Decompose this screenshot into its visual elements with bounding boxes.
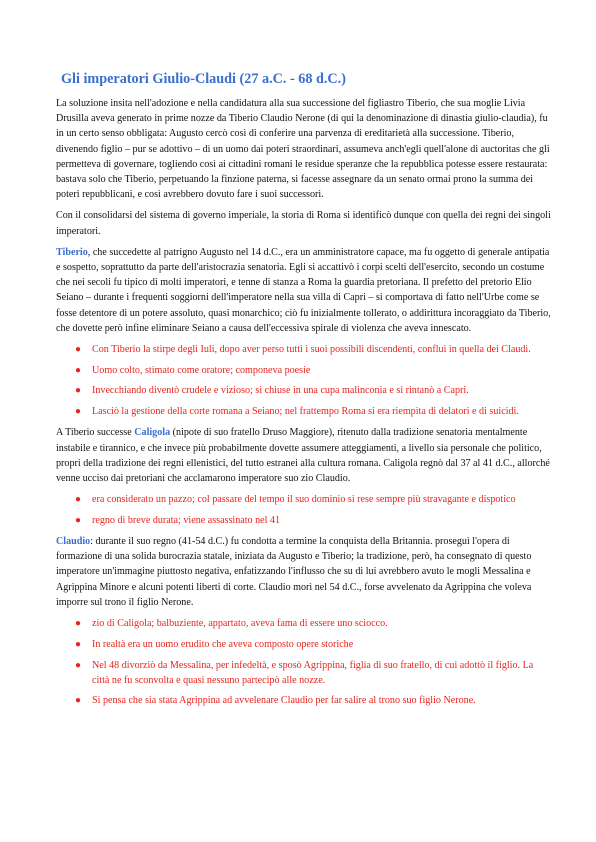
- list-item: ● Si pensa che sia stata Agrippina ad avvelenare Claudio per far salire al trono suo figlio Nerone.: [75, 693, 553, 708]
- tiberio-name: Tiberio: [56, 246, 88, 258]
- caligola-paragraph: [56, 425, 553, 486]
- list-item: ● era considerato un pazzo; col passare del tempo il suo dominio si rese sempre più stravagante e dispotico: [75, 492, 553, 507]
- bullet-dot-icon: ●: [75, 638, 82, 650]
- bullet-dot-icon: ●: [75, 406, 82, 418]
- claudio-text: : durante il suo regno (41-54 d.C.) fu condotta a termine la conquista della Britannia. proseguì l'opera di formazione di una solida burocrazia statale, iniziata da Augusto e Tiberio; la tradizione, però, ha consegnato di questo imperatore un'immagine piuttosto negativa, enfatizzando l'influsso che su di lui avrebbero avuto le mogli Messalina e Agrippina Minore e alcuni potenti liberti di corte. Claudio morì nel 54 d.C., forse avvelenato da Agrippina che voleva imporre sul trono il figlio Nerone.: [56, 536, 532, 608]
- bullet-dot-icon: ●: [75, 385, 82, 397]
- intro-paragraph-2: Con il consolidarsi del sistema di governo imperiale, la storia di Roma si identificò dunque con quella dei regni dei singoli imperatori.: [56, 210, 551, 237]
- tiberio-paragraph: [56, 245, 553, 336]
- list-item: ● In realtà era un uomo erudito che aveva composto opere storiche: [75, 637, 553, 652]
- bullet-dot-icon: ●: [75, 364, 82, 376]
- list-item: ● regno di breve durata; viene assassinato nel 41: [75, 513, 553, 528]
- caligola-text: (nipote di suo fratello Druso Maggiore), ritenuto dalla tradizione senatoria mentalmente instabile e tirannico, e che invece più probabilmente dovette assumere atteggiamenti, a livello sia personale che politico, propri della tradizione dei regni ellenistici, del tutto estranei alla cultura romana. Caligola regnò dal 37 al 41 d.C., allorché venne ucciso dai pretoriani che acclamarono imperatore suo zio Claudio.: [56, 427, 550, 484]
- claudio-bullet-list: [56, 616, 553, 709]
- bullet-dot-icon: ●: [75, 494, 82, 506]
- claudio-paragraph: [56, 534, 553, 610]
- caligola-name: Caligola: [134, 427, 171, 439]
- tiberio-bullet-list: [56, 342, 553, 419]
- tiberio-text: , che succedette al patrigno Augusto nel 14 d.C., era un amministratore capace, ma fu oggetto di generale antipatia e sospetto, soprattutto da parte dell'aristocrazia senatoria. Egli si accattivò i corpi scelti dell'esercito, secondo un costume che nei secoli fu tipico di molti imperatori, e tenne di stanza a Roma la guardia pretoriana. Il prefetto del pretorio Elio Seiano – durante i frequenti soggiorni dell'imperatore nella sua villa di Capri – si comportava di fatto nell'Urbe come se fosse detentore di un potere assoluto, quasi monarchico; ciò fu inizialmente tollerato, o addirittura incoraggiato da Tiberio, che dovette però infine eliminare Seiano a causa dell'eccessiva spirale di violenza che aveva innescato.: [56, 246, 551, 334]
- bullet-dot-icon: ●: [75, 618, 82, 630]
- list-item: ● Invecchiando diventò crudele e vizioso; si chiuse in una cupa malinconia e si rintanò a Capri.: [75, 383, 553, 398]
- list-item: ● zio di Caligola; balbuziente, appartato, aveva fama di essere uno sciocco.: [75, 616, 553, 631]
- bullet-dot-icon: ●: [75, 659, 82, 671]
- intro-paragraph-1: La soluzione insita nell'adozione e nella candidatura alla sua successione del figliastro Tiberio, che sua moglie Livia Drusilla aveva generato in prime nozze da Tiberio Claudio Nerone (di qui la denominazione di dinastia giulio-claudia), fu in un certo senso obbligata: Augusto cercò così di conferire una parvenza di ereditarietà alla successione. Tiberio, divenendo figlio – pur se adottivo – di un uomo dai poteri straordinari, assumeva anch'egli quell'alone di auctoritas che gli permetteva di governare, togliendo così ai cittadini romani le residue speranze che la repubblica potesse essere restaurata: bastava solo che Tiberio, perpetuando la finzione paterna, si facesse assegnare da un senato ormai prono la summa dei poteri repubblicani, e così avrebbero dovuto fare i suoi successori.: [56, 98, 550, 201]
- bullet-dot-icon: ●: [75, 514, 82, 526]
- list-item: ● Nel 48 divorziò da Messalina, per infedeltà, e sposò Agrippina, figlia di suo fratello, di cui adottò il figlio. La città ne fu sconvolta e quasi nessuno partecipò alle nozze.: [75, 659, 534, 686]
- page-title: Gli imperatori Giulio-Claudi (27 a.C. - 68 d.C.): [61, 71, 346, 87]
- claudio-name: Claudio: [56, 536, 91, 548]
- caligola-prefix: A Tiberio successe: [56, 427, 135, 439]
- list-item: ● Lasciò la gestione della corte romana a Seiano; nel frattempo Roma si era riempita di delatori e di suicidi.: [75, 404, 553, 419]
- list-item: ● Uomo colto, stimato come oratore; componeva poesie: [75, 363, 553, 378]
- list-item: ● Con Tiberio la stirpe degli Iuli, dopo aver perso tutti i suoi possibili discendenti, confluì in quella dei Claudi.: [75, 342, 553, 357]
- bullet-dot-icon: ●: [75, 695, 82, 707]
- bullet-dot-icon: ●: [75, 344, 82, 356]
- caligola-bullet-list: [56, 492, 553, 528]
